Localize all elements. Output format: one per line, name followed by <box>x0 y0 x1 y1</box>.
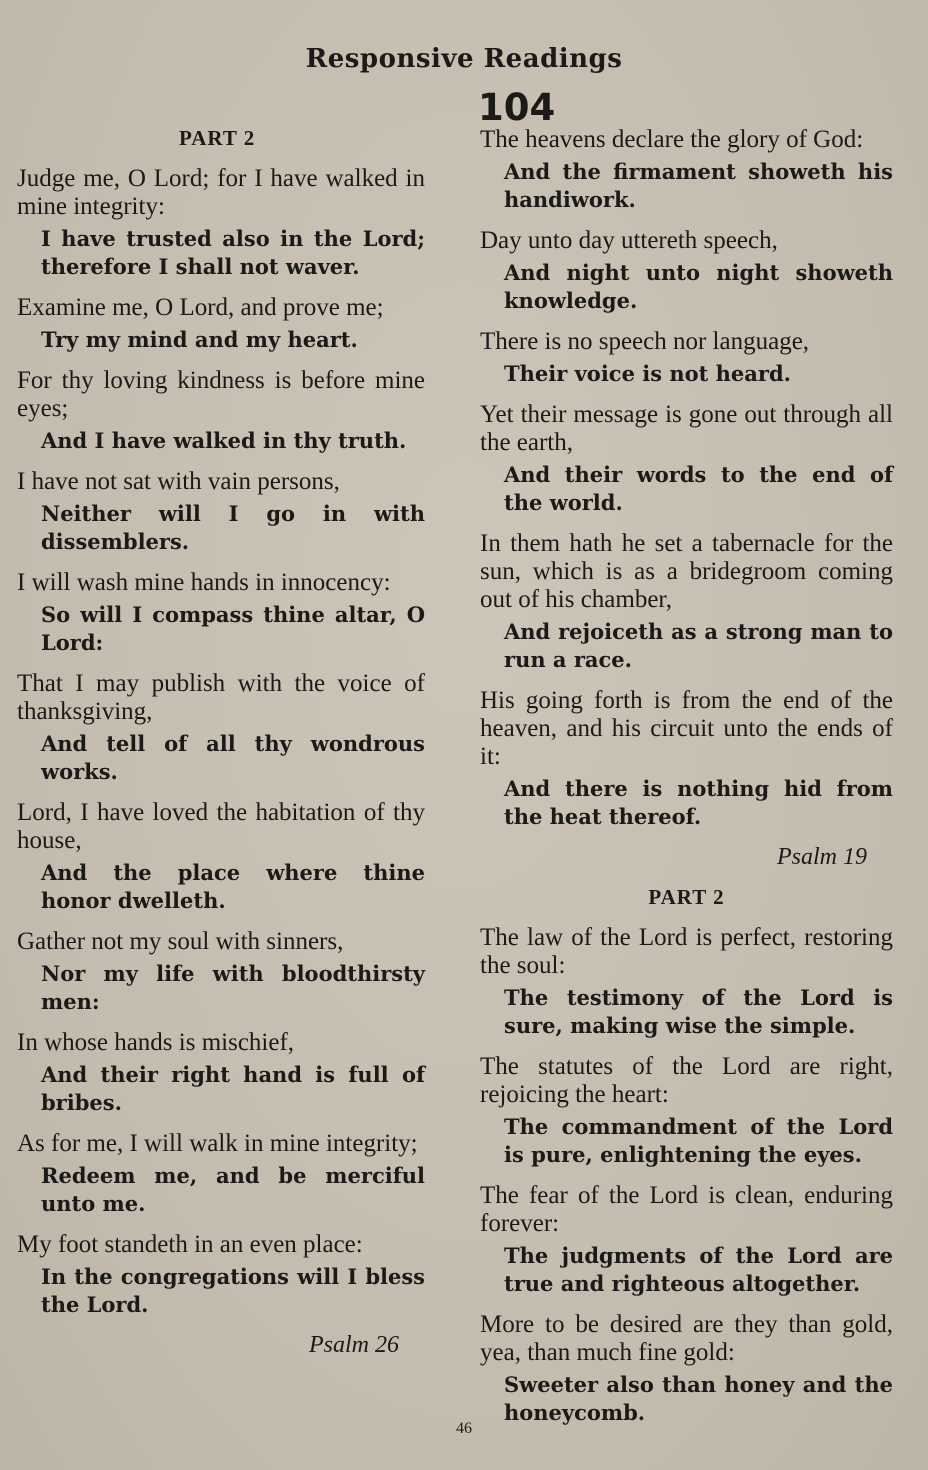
reading-stanza <box>480 328 893 388</box>
response-line: So will I compass thine altar, O Lord: <box>41 602 425 655</box>
leader-line: For thy loving kindness is before mine eyes; <box>17 367 425 422</box>
response-line: And there is nothing hid from the heat thereof. <box>504 776 893 829</box>
leader-line: The statutes of the Lord are right, rejoicing the heart: <box>480 1053 893 1108</box>
response-line: Their voice is not heard. <box>504 361 791 386</box>
reading-stanza <box>480 126 893 214</box>
reading-stanza <box>480 1182 893 1298</box>
psalm-attribution: Psalm 19 <box>777 844 867 870</box>
response-line: Nor my life with bloodthirsty men: <box>41 961 425 1014</box>
leader-line: His going forth is from the end of the heaven, and his circuit unto the ends of it: <box>480 687 893 770</box>
leader-line: There is no speech nor language, <box>480 328 810 355</box>
leader-line: Yet their message is gone out through all the earth, <box>480 401 893 456</box>
leader-line: I will wash mine hands in innocency: <box>17 569 391 596</box>
left-part-label: PART 2 <box>179 126 256 150</box>
leader-line: That I may publish with the voice of thanksgiving, <box>17 670 425 725</box>
response-line: And tell of all thy wondrous works. <box>41 731 425 784</box>
leader-line: As for me, I will walk in mine integrity; <box>17 1130 418 1157</box>
reading-stanza <box>480 401 893 517</box>
response-line: The testimony of the Lord is sure, making wise the simple. <box>504 985 893 1038</box>
leader-line: The law of the Lord is perfect, restoring the soul: <box>480 924 893 979</box>
reading-stanza <box>480 530 893 674</box>
reading-stanza <box>480 924 893 1040</box>
leader-line: Judge me, O Lord; for I have walked in mine integrity: <box>17 165 425 220</box>
leader-line: More to be desired are they than gold, yea, than much fine gold: <box>480 1311 893 1366</box>
response-line: And their words to the end of the world. <box>504 462 893 515</box>
page-heading: Responsive Readings <box>305 44 623 74</box>
leader-line: Gather not my soul with sinners, <box>17 928 344 955</box>
response-line: I have trusted also in the Lord; therefore I shall not waver. <box>41 226 425 279</box>
right-column <box>480 126 893 1440</box>
response-line: The judgments of the Lord are true and righteous altogether. <box>504 1243 893 1296</box>
leader-line: I have not sat with vain persons, <box>17 468 340 495</box>
leader-line: Examine me, O Lord, and prove me; <box>17 294 384 321</box>
reading-stanza <box>480 687 893 831</box>
reading-stanza <box>480 1311 893 1427</box>
response-line: Redeem me, and be merciful unto me. <box>41 1163 425 1216</box>
leader-line: In them hath he set a tabernacle for the sun, which is as a bridegroom coming out of his chamber, <box>480 530 893 613</box>
right-part-label: PART 2 <box>648 885 725 909</box>
reading-stanza <box>17 569 425 657</box>
leader-line: Day unto day uttereth speech, <box>480 227 778 254</box>
reading-stanza <box>17 1029 425 1117</box>
reading-stanza <box>17 928 425 1016</box>
response-line: Sweeter also than honey and the honeycomb. <box>504 1372 893 1425</box>
response-line: Try my mind and my heart. <box>41 327 358 352</box>
leader-line: The heavens declare the glory of God: <box>480 126 864 153</box>
reading-stanza <box>17 367 425 455</box>
response-line: And their right hand is full of bribes. <box>41 1062 425 1115</box>
reading-stanza <box>17 468 425 556</box>
reading-stanza <box>17 1130 425 1218</box>
response-line: And rejoiceth as a strong man to run a race. <box>504 619 893 672</box>
leader-line: My foot standeth in an even place: <box>17 1231 363 1258</box>
reading-stanza <box>17 294 425 354</box>
reading-stanza <box>480 227 893 315</box>
reading-stanza <box>17 1231 425 1319</box>
response-line: The commandment of the Lord is pure, enlightening the eyes. <box>504 1114 893 1167</box>
psalm-attribution: Psalm 26 <box>309 1332 399 1358</box>
response-line: And night unto night showeth knowledge. <box>504 260 893 313</box>
leader-line: Lord, I have loved the habitation of thy house, <box>17 799 425 854</box>
response-line: Neither will I go in with dissemblers. <box>41 501 425 554</box>
response-line: In the congregations will I bless the Lord. <box>41 1264 425 1317</box>
reading-stanza <box>17 670 425 786</box>
leader-line: In whose hands is mischief, <box>17 1029 295 1056</box>
response-line: And the place where thine honor dwelleth. <box>41 860 425 913</box>
reading-number: 104 <box>478 86 556 129</box>
response-line: And I have walked in thy truth. <box>41 428 407 453</box>
leader-line: The fear of the Lord is clean, enduring forever: <box>480 1182 893 1237</box>
reading-stanza <box>17 799 425 915</box>
reading-stanza <box>17 165 425 281</box>
page-number: 46 <box>456 1420 472 1437</box>
left-column <box>17 126 425 1359</box>
response-line: And the firmament showeth his handiwork. <box>504 159 893 212</box>
reading-stanza <box>480 1053 893 1169</box>
